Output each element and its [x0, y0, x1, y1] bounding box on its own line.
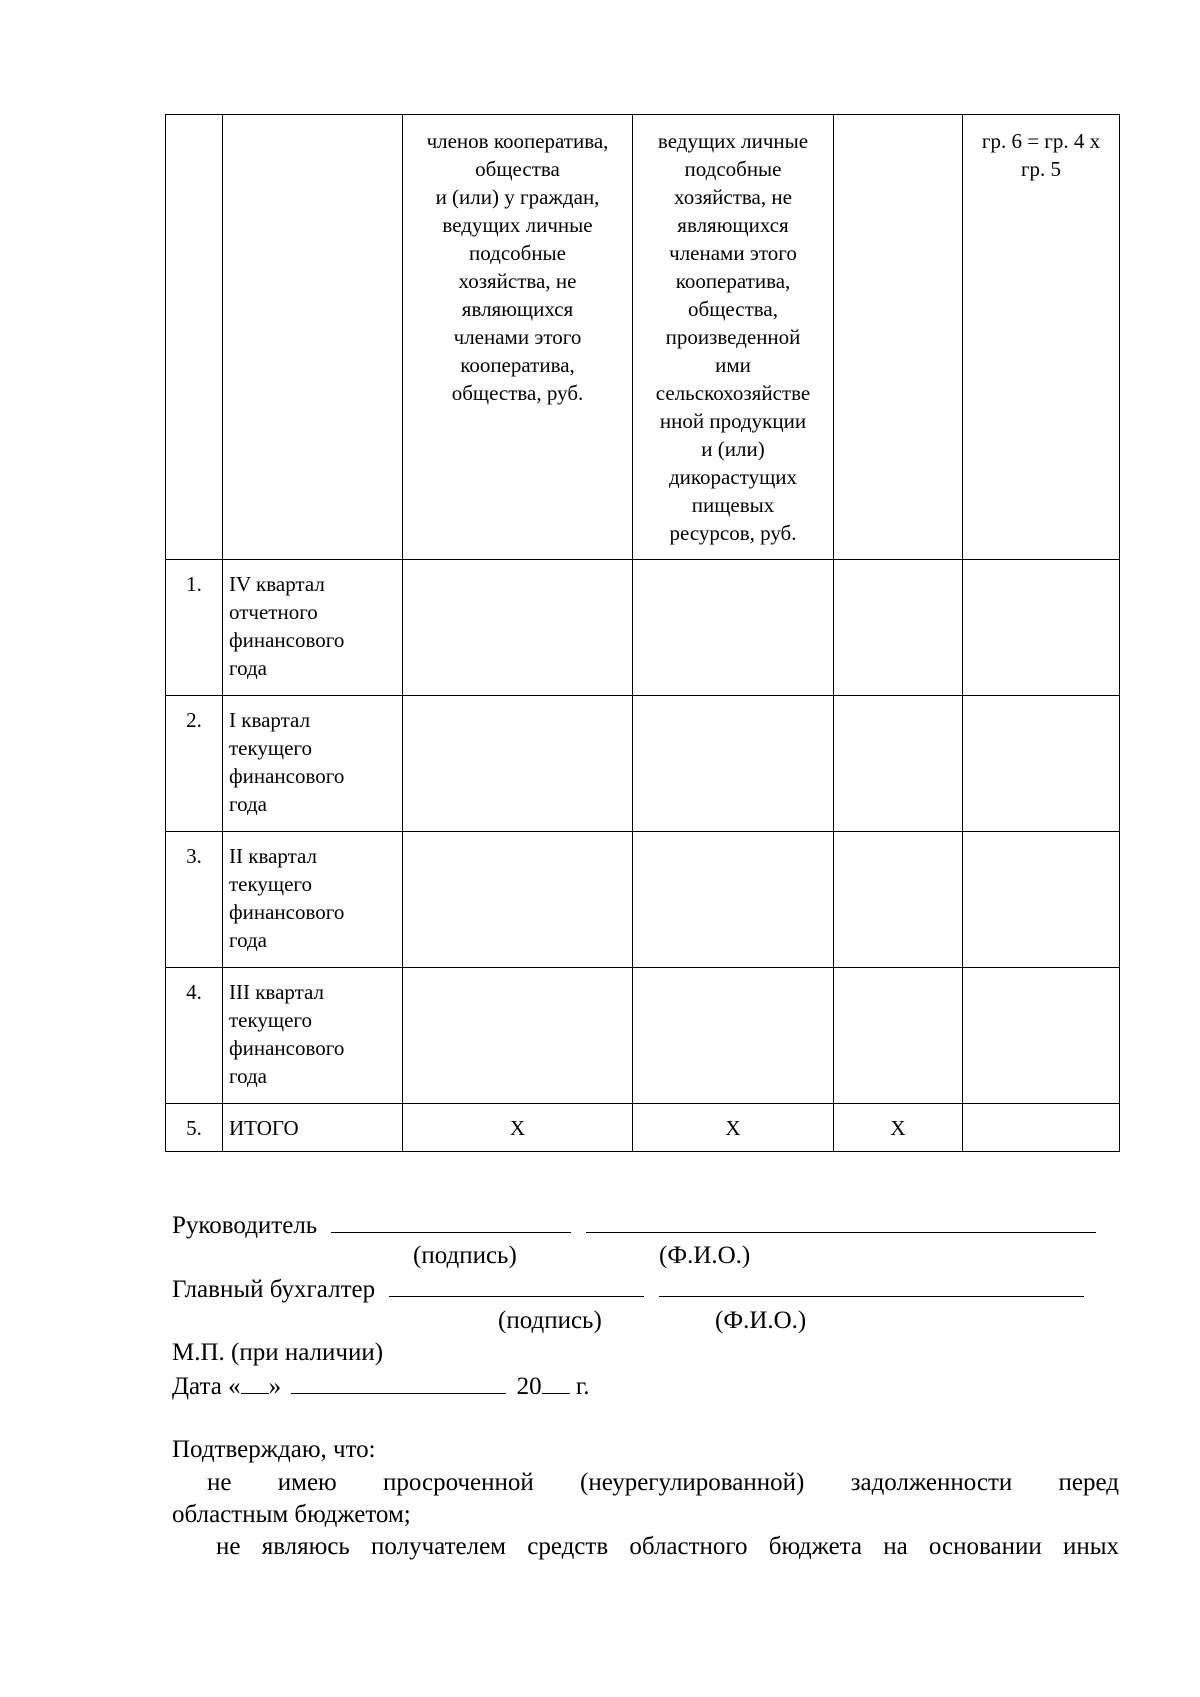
- cell-text-line: III квартал: [229, 980, 325, 1004]
- data-cell-col3[interactable]: [403, 696, 633, 832]
- data-cell-col6[interactable]: [963, 832, 1120, 968]
- head-sign-caption: (подпись): [413, 1242, 517, 1269]
- cell-text-line: года: [229, 656, 267, 680]
- row-label: [223, 696, 403, 832]
- accountant-label: Главный бухгалтер: [172, 1276, 376, 1303]
- total-cell-col5: Х: [834, 1104, 963, 1152]
- cell-text-line: гр. 5: [1020, 157, 1062, 181]
- cell-text-line: членами этого: [669, 241, 797, 265]
- head-name-field[interactable]: [586, 1208, 1096, 1233]
- row-label: ИТОГО: [223, 1104, 403, 1152]
- cell-text-line: I квартал: [229, 708, 311, 732]
- date-line: [172, 1369, 590, 1403]
- table-row-total: [166, 1104, 1120, 1152]
- cell-text-line: сельскохозяйстве: [655, 381, 811, 405]
- table-row: [166, 696, 1120, 832]
- date-mid: »: [268, 1373, 282, 1400]
- data-cell-col5[interactable]: [834, 832, 963, 968]
- cell-text-line: отчетного: [229, 600, 318, 624]
- cell-text-line: финансового: [229, 900, 345, 924]
- table-row: [166, 968, 1120, 1104]
- header-cell-col6: [963, 115, 1120, 560]
- total-cell-col3: Х: [403, 1104, 633, 1152]
- header-cell-col5: [834, 115, 963, 560]
- cell-text-line: гр. 6 = гр. 4 х: [981, 129, 1101, 153]
- cell-text-line: произведенной: [665, 325, 801, 349]
- accountant-name-field[interactable]: [659, 1272, 1084, 1297]
- data-cell-col3[interactable]: [403, 832, 633, 968]
- data-cell-col4[interactable]: [633, 968, 834, 1104]
- data-cell-col3[interactable]: [403, 968, 633, 1104]
- date-suffix: г.: [575, 1373, 590, 1400]
- cell-text-line: текущего: [229, 872, 312, 896]
- total-cell-col4: Х: [633, 1104, 834, 1152]
- cell-text-line: являющихся: [461, 297, 574, 321]
- data-cell-col5[interactable]: [834, 560, 963, 696]
- row-label: [223, 560, 403, 696]
- date-day-field[interactable]: [241, 1369, 269, 1394]
- table-row: [166, 832, 1120, 968]
- cell-text-line: года: [229, 1064, 267, 1088]
- total-cell-col6: [963, 1104, 1120, 1152]
- data-cell-col6[interactable]: [963, 560, 1120, 696]
- date-year: 20: [516, 1373, 542, 1400]
- cell-text-line: общества: [475, 157, 560, 181]
- cell-text-line: пищевых: [691, 493, 775, 517]
- date-year-field[interactable]: [542, 1369, 570, 1394]
- cell-text-line: и (или) у граждан,: [435, 185, 600, 209]
- cell-text-line: общества, руб.: [451, 381, 584, 405]
- cell-text-line: ими: [715, 353, 751, 377]
- date-month-field[interactable]: [291, 1369, 506, 1394]
- accountant-sign-caption: (подпись): [498, 1307, 602, 1334]
- cell-text-line: хозяйства, не: [458, 269, 577, 293]
- data-cell-col4[interactable]: [633, 560, 834, 696]
- data-cell-col6[interactable]: [963, 968, 1120, 1104]
- row-label: [223, 832, 403, 968]
- cell-text-line: являющихся: [677, 213, 789, 237]
- cell-text-line: членами этого: [453, 325, 582, 349]
- row-label: [223, 968, 403, 1104]
- confirmation-intro: Подтверждаю, что:: [172, 1436, 376, 1463]
- data-cell-col5[interactable]: [834, 696, 963, 832]
- cell-text-line: хозяйства, не: [674, 185, 792, 209]
- cell-text-line: ресурсов, руб.: [669, 521, 797, 545]
- cell-text-line: года: [229, 792, 267, 816]
- head-signature-line: [172, 1208, 1096, 1242]
- data-cell-col3[interactable]: [403, 560, 633, 696]
- accountant-name-caption: (Ф.И.О.): [715, 1307, 807, 1334]
- cell-text-line: IV квартал: [229, 572, 325, 596]
- stamp-note: М.П. (при наличии): [172, 1339, 384, 1366]
- subsidy-table: [165, 114, 1120, 1152]
- confirmation-item1-line1: не имею просроченной (неурегулированной) задолженности перед: [207, 1469, 1119, 1496]
- cell-text-line: текущего: [229, 736, 312, 760]
- data-cell-col4[interactable]: [633, 696, 834, 832]
- cell-text-line: года: [229, 928, 267, 952]
- cell-text-line: членов кооператива,: [426, 129, 609, 153]
- head-label: Руководитель: [172, 1212, 318, 1239]
- row-number: 2.: [166, 696, 223, 832]
- cell-text-line: нной продукции: [659, 409, 807, 433]
- table-header-row: [166, 115, 1120, 560]
- data-cell-col6[interactable]: [963, 696, 1120, 832]
- confirmation-item1-line2: областным бюджетом;: [172, 1501, 411, 1528]
- confirmation-item2-line1: не являюсь получателем средств областного бюджета на основании иных: [216, 1533, 1119, 1560]
- cell-text-line: текущего: [229, 1008, 312, 1032]
- head-sign-field[interactable]: [331, 1208, 571, 1233]
- cell-text-line: общества,: [688, 297, 778, 321]
- cell-text-line: кооператива,: [460, 353, 575, 377]
- row-number: 3.: [166, 832, 223, 968]
- row-number: 4.: [166, 968, 223, 1104]
- data-cell-col5[interactable]: [834, 968, 963, 1104]
- row-number: 1.: [166, 560, 223, 696]
- cell-text-line: подсобные: [684, 157, 782, 181]
- cell-text-line: подсобные: [469, 241, 566, 265]
- row-number: 5.: [166, 1104, 223, 1152]
- cell-text-line: кооператива,: [675, 269, 791, 293]
- cell-text-line: ведущих личные: [657, 129, 809, 153]
- header-cell-col3: [403, 115, 633, 560]
- cell-text-line: финансового: [229, 764, 345, 788]
- cell-text-line: финансового: [229, 1036, 345, 1060]
- cell-text-line: и (или): [701, 437, 765, 461]
- header-cell-number: [166, 115, 223, 560]
- data-cell-col4[interactable]: [633, 832, 834, 968]
- cell-text-line: дикорастущих: [668, 465, 797, 489]
- accountant-signature-line: [172, 1272, 1084, 1306]
- header-cell-col4: [633, 115, 834, 560]
- cell-text-line: ведущих личные: [442, 213, 593, 237]
- date-prefix: Дата «: [172, 1373, 241, 1400]
- table-row: [166, 560, 1120, 696]
- header-cell-period: [223, 115, 403, 560]
- cell-text-line: II квартал: [229, 844, 318, 868]
- head-name-caption: (Ф.И.О.): [659, 1242, 751, 1269]
- accountant-sign-field[interactable]: [389, 1272, 644, 1297]
- cell-text-line: финансового: [229, 628, 345, 652]
